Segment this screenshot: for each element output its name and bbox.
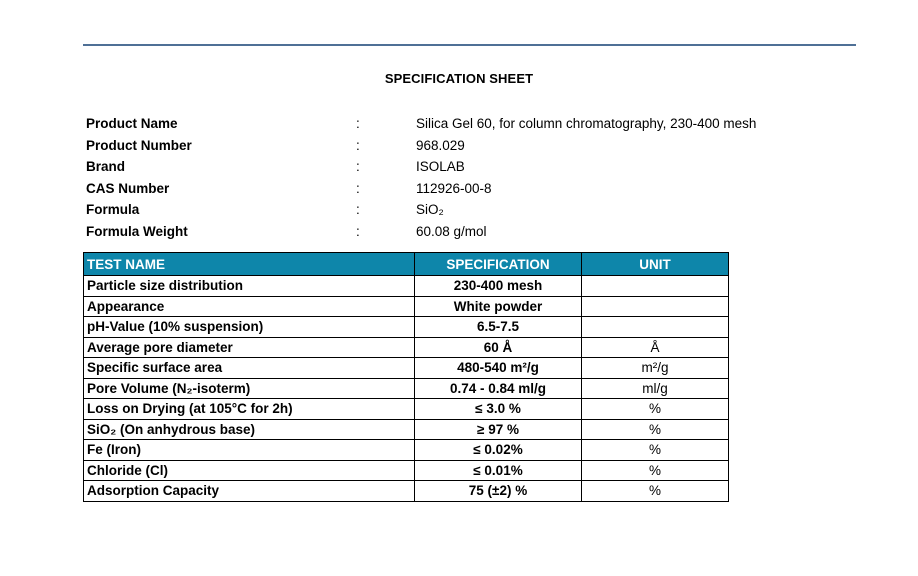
table-row (84, 419, 729, 440)
info-colon: : (356, 116, 360, 131)
test-name-cell: Average pore diameter (84, 337, 415, 358)
table-row (84, 378, 729, 399)
info-label: Brand (86, 159, 126, 175)
specification-cell: ≤ 0.01% (415, 460, 582, 481)
unit-cell: ml/g (582, 378, 729, 399)
test-name-cell: Chloride (Cl) (84, 460, 415, 481)
specification-cell: ≥ 97 % (415, 419, 582, 440)
table-body (84, 276, 729, 502)
header-specification: SPECIFICATION (415, 253, 582, 276)
specification-cell: 230-400 mesh (415, 276, 582, 297)
test-name-cell: Pore Volume (N₂-isoterm) (84, 378, 415, 399)
test-name-cell: Loss on Drying (at 105°C for 2h) (84, 399, 415, 420)
info-colon: : (356, 202, 360, 218)
specification-cell: 60 Å (415, 337, 582, 358)
test-name-cell: Specific surface area (84, 358, 415, 379)
unit-cell: Å (582, 337, 729, 358)
unit-cell: % (582, 460, 729, 481)
unit-cell: m²/g (582, 358, 729, 379)
info-value: 968.029 (416, 137, 465, 153)
table-row (84, 317, 729, 338)
info-colon: : (356, 159, 360, 175)
info-value: 112926-00-8 (416, 180, 492, 196)
info-label: Product Number (86, 137, 192, 153)
specification-cell: 480-540 m²/g (415, 358, 582, 379)
document-title: SPECIFICATION SHEET (384, 71, 534, 86)
unit-cell (582, 317, 729, 338)
info-label: Product Name (86, 116, 178, 131)
unit-cell (582, 296, 729, 317)
table-row (84, 440, 729, 461)
header-unit: UNIT (582, 253, 729, 276)
specification-cell: 0.74 - 0.84 ml/g (415, 378, 582, 399)
specification-cell: ≤ 3.0 % (415, 399, 582, 420)
table-header-row (84, 253, 729, 276)
info-value: Silica Gel 60, for column chromatography, 230-400 mesh (416, 116, 757, 131)
test-name-cell: pH-Value (10% suspension) (84, 317, 415, 338)
test-name-cell: Fe (Iron) (84, 440, 415, 461)
unit-cell: % (582, 399, 729, 420)
info-colon: : (356, 180, 360, 196)
table-row (84, 481, 729, 502)
info-label: Formula (86, 202, 140, 218)
table-row (84, 276, 729, 297)
specification-cell: 6.5-7.5 (415, 317, 582, 338)
table-row (84, 460, 729, 481)
test-name-cell: SiO₂ (On anhydrous base) (84, 419, 415, 440)
info-colon: : (356, 137, 360, 153)
test-name-cell: Appearance (84, 296, 415, 317)
test-name-cell: Adsorption Capacity (84, 481, 415, 502)
unit-cell: % (582, 481, 729, 502)
specification-cell: ≤ 0.02% (415, 440, 582, 461)
info-label: CAS Number (86, 180, 170, 196)
info-colon: : (356, 223, 360, 239)
info-value: ISOLAB (416, 159, 465, 175)
info-label: Formula Weight (86, 223, 188, 239)
specification-cell: 75 (±2) % (415, 481, 582, 502)
table-row (84, 358, 729, 379)
table-row (84, 337, 729, 358)
header-rule (83, 44, 856, 46)
unit-cell: % (582, 419, 729, 440)
unit-cell (582, 276, 729, 297)
unit-cell: % (582, 440, 729, 461)
header-test-name: TEST NAME (84, 253, 415, 276)
specification-cell: White powder (415, 296, 582, 317)
table-row (84, 296, 729, 317)
info-value: SiO₂ (416, 202, 444, 218)
info-value: 60.08 g/mol (416, 223, 487, 239)
specification-table (83, 252, 729, 502)
table-row (84, 399, 729, 420)
test-name-cell: Particle size distribution (84, 276, 415, 297)
